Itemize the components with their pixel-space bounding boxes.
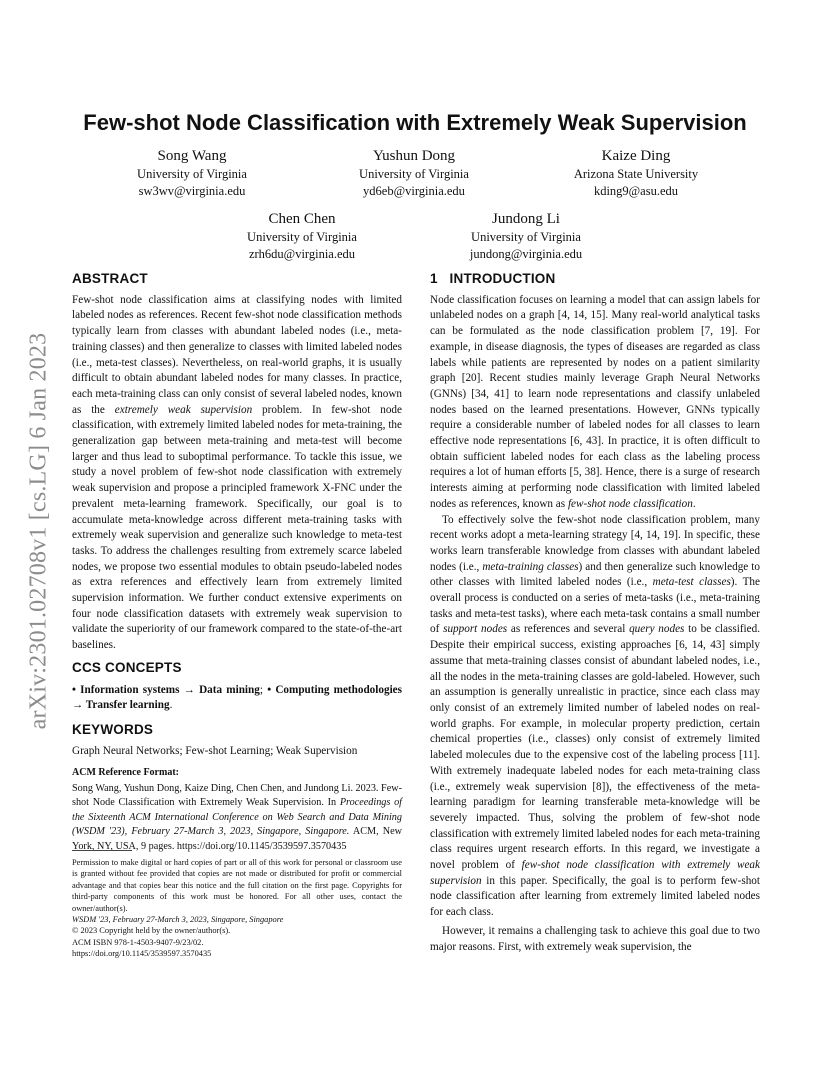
author-affiliation: University of Virginia [137,167,247,181]
intro-emphasis: support nodes [443,623,508,636]
intro-emphasis: few-shot node classification with extremely weak supervision [430,859,760,887]
permission-notice: Permission to make digital or hard copies of part or all of this work for personal or classroom use is granted without fee provided that copies are not made or distributed for profit or commercial advantage and that copies bear this notice and the full citation on the first page. Copyrights for third-party components of this work must be honored. For all other uses, contact the owner/author(s). [72,858,402,913]
intro-text: Node classification focuses on learning a model that can assign labels for unlabeled nodes on a graph [4, 14, 15]. Many real-world analytical tasks can be formulated as the node classification problem [7, 19]. For example, in disease diagnosis, the types of diseases are regarded as class labels while patients are represented by nodes on a patient similarity graph [20]. Recent studies mainly leverage Graph Neural Networks (GNNs) [34, 41] to learn node representations and classify unlabeled nodes based on the learned presentations. However, GNNs typically require a considerable number of labeled nodes for all classes to learn effective node representations [6, 43]. In practice, it is often difficult to obtain sufficient labeled nodes for each class as the labeling process requires a lot of human efforts [5, 38]. Hence, there is a surge of research interests aiming at performing node classification with limited labeled nodes as references, known as [430,293,760,510]
author-block [406,209,646,262]
keywords-heading: KEYWORDS [72,722,154,737]
author-email: yd6eb@virginia.edu [363,183,465,198]
acm-reference-venue: Proceedings of the Sixteenth ACM International Conference on Web Search and Data Mining (WSDM '23), February 27-March 3, 2023, Singapore, Singapore. [72,797,402,838]
abstract-section [72,271,402,654]
intro-text: as references and several [507,623,630,636]
acm-reference-text [72,782,402,855]
author-block [294,146,534,199]
arxiv-stamp [14,296,64,766]
abstract-text-part: problem. In few-shot node classification, with extremely limited labeled nodes for meta-training, the generalization gap between meta-training and meta-test will become larger and thus lead to suboptimal performance. To tackle this issue, we study a novel problem of few-shot node classification with extremely weak supervision and propose a principled framework X-FNC under the prevalent meta-learning framework. Specifically, our goal is to accumulate meta-knowledge across different meta-training tasks with extremely weak supervision and generalize such knowledge to meta-test tasks. To address the challenges resulting from extremely scarce labeled nodes, we propose two essential modules to obtain pseudo-labeled nodes as extra references and effectively learn from extremely limited supervision information. We further conduct extensive experiments on four node classification datasets with extremely weak supervision to validate the superiority of our framework compared to the state-of-the-art baselines. [72,403,402,652]
acm-reference-part: ACM, New York, NY, USA, 9 pages. https://doi.org/10.1145/3539597.3570435 [72,826,402,853]
abstract-text [72,293,402,654]
paper-title: Few-shot Node Classification with Extremely Weak Supervision [83,110,747,135]
ccs-heading: CCS CONCEPTS [72,660,182,675]
abstract-text-part: Few-shot node classification aims at classifying nodes with limited labeled nodes as references. Recent few-shot node classification methods typically learn from classes with abundant labeled nodes (i.e., meta-training classes) and then generalize to classes with limited labeled nodes (i.e., meta-test classes). Nevertheless, on real-world graphs, it is usually difficult to obtain abundant labeled nodes for many classes. In practice, each meta-training class can only consist of several labeled nodes, known as the [72,293,402,416]
intro-emphasis: few-shot node classification [567,497,693,510]
author-name: Chen Chen [268,211,336,227]
introduction-section [430,271,760,955]
footnote-rule [72,850,132,851]
intro-emphasis: query nodes [629,623,685,636]
author-email: zrh6du@virginia.edu [248,246,356,261]
ccs-concept: Computing methodologies → Transfer learning [72,683,402,712]
keywords-text: Graph Neural Networks; Few-shot Learning; Weak Supervision [72,744,358,757]
footnote [72,857,402,960]
abstract-emphasis: extremely weak supervision [114,403,253,416]
introduction-heading: 1 INTRODUCTION [430,271,556,286]
author-name: Yushun Dong [372,148,456,164]
acm-reference-heading: ACM Reference Format: [72,767,179,778]
footnote-venue: WSDM '23, February 27-March 3, 2023, Singapore, Singapore [72,915,284,925]
intro-paragraph [430,293,760,513]
intro-text: . [692,497,696,510]
ccs-end: . [169,699,173,712]
author-affiliation: University of Virginia [247,230,357,244]
author-block [72,146,312,199]
abstract-heading: ABSTRACT [72,271,148,286]
ccs-text [72,683,402,714]
author-block [516,146,756,199]
intro-text: in this paper. Specifically, the goal is to perform few-shot node classification after learning from extremely limited labeled nodes for each class. [430,874,760,919]
intro-paragraph: However, it remains a challenging task to achieve this goal due to two major reasons. First, with extremely weak supervision, the [430,924,760,953]
ccs-bullet: • [267,683,272,696]
footnote-copyright: © 2023 Copyright held by the owner/author(s). [72,926,231,936]
author-affiliation: Arizona State University [573,167,699,181]
intro-emphasis: meta-training classes [482,560,579,573]
intro-emphasis: meta-test classes [652,576,731,589]
ccs-section [72,660,402,714]
arxiv-stamp-text: arXiv:2301.02708v1 [cs.LG] 6 Jan 2023 [25,332,52,730]
author-email: sw3wv@virginia.edu [138,183,246,198]
author-email: kding9@asu.edu [593,183,679,198]
keywords-section [72,722,402,759]
author-block [182,209,422,262]
author-name: Jundong Li [492,211,560,227]
author-email: jundong@virginia.edu [469,246,583,261]
ccs-concept: Information systems → Data mining [80,683,260,696]
author-name: Song Wang [157,148,227,164]
ccs-separator: ; [259,683,268,696]
intro-text: To effectively solve the few-shot node classification problem, many recent works adopt a meta-learning strategy [4, 14, 19]. In specific, these works learn transferable knowledge from classes with abundant labeled nodes (i.e., [430,513,760,573]
intro-text: ). The overall process is conducted on a series of meta-tasks (i.e., meta-training tasks and meta-test tasks), where each meta-task contains a small number of [430,576,760,636]
ccs-bullet: • [72,683,76,696]
acm-reference-part: Song Wang, Yushun Dong, Kaize Ding, Chen Chen, and Jundong Li. 2023. Few-shot Node Classification with Extremely Weak Supervision. In [72,782,402,809]
footnote-doi: https://doi.org/10.1145/3539597.3570435 [72,949,212,959]
author-name: Kaize Ding [601,148,671,164]
intro-text: ) and then generalize such knowledge to other classes with limited labeled nodes (i.e., [430,560,760,589]
intro-text: to be classified. Despite their empirical success, existing approaches [6, 14, 43] simply assume that meta-training classes consist of abundant labeled nodes, i.e., all the nodes in the meta-training classes are gold-labeled. However, such an assumption is generally unrealistic in practice, since each class may only consist of an extremely limited number of labeled nodes on real-world graphs. For example, in molecular property prediction, certain chemical properties (i.e., classes) only consist of extremely limited labeled molecules due to the expensive cost of the labeling process [11]. With extremely inadequate labeled nodes for each meta-training class (i.e., extremely weak supervision [8]), the effectiveness of the meta-learning paradigm for learning transferable meta-knowledge will be severely impacted. Thus, solving the problem of few-shot node classification with extremely limited labeled nodes for each meta-training class requires urgent research efforts. In this regard, we investigate a novel problem of [430,623,761,872]
intro-paragraph [430,513,760,921]
acm-reference [72,765,402,855]
author-affiliation: University of Virginia [471,230,581,244]
footnote-isbn: ACM ISBN 978-1-4503-9407-9/23/02. [72,937,204,947]
author-affiliation: University of Virginia [359,167,469,181]
